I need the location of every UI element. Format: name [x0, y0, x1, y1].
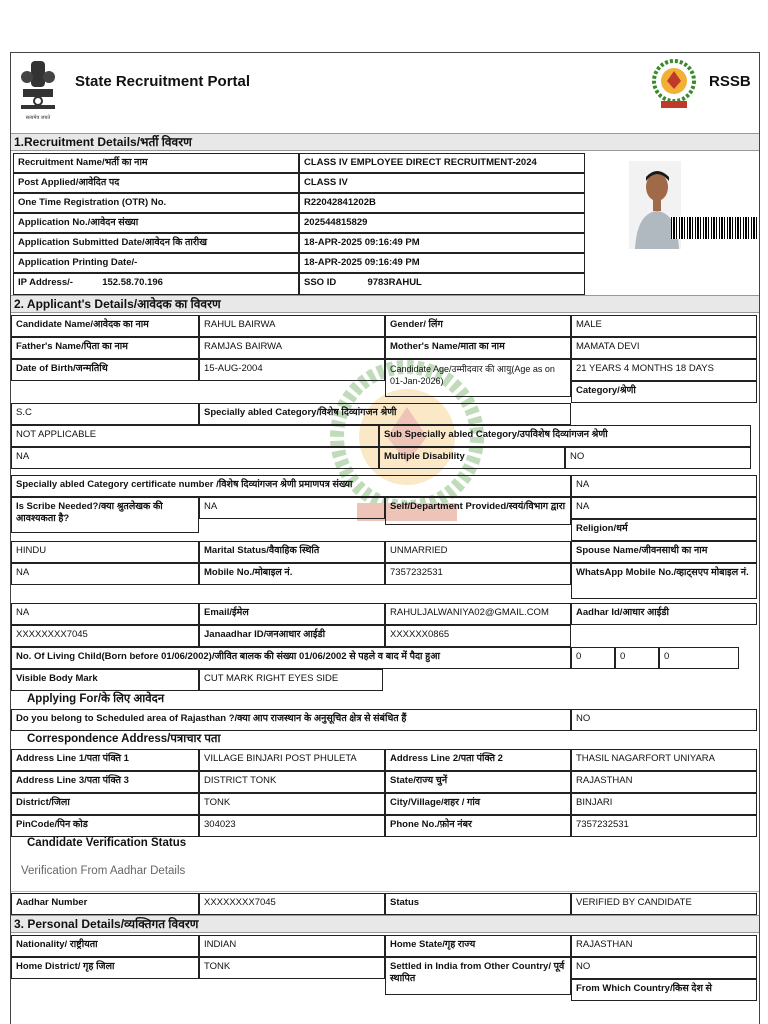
post-applied-value: CLASS IV	[299, 173, 585, 193]
age-label: Candidate Age/उम्मीदवार की आयु(Age as on 01-Jan-2026)	[385, 359, 571, 397]
specially-abled-value: NOT APPLICABLE	[11, 425, 379, 447]
category-label: Category/श्रेणी	[571, 381, 757, 403]
sso-row	[299, 273, 585, 295]
email-value: RAHULJALWANIYA02@GMAIL.COM	[385, 603, 571, 625]
candidate-name-value: RAHUL BAIRWA	[199, 315, 385, 337]
printing-date-label: Application Printing Date/-	[13, 253, 299, 273]
home-district-value: TONK	[199, 957, 385, 979]
home-state-label: Home State/गृह राज्य	[385, 935, 571, 957]
scribe-label: Is Scribe Needed?/क्या श्रुतलेखक की आवश्यकता है?	[11, 497, 199, 533]
ip-address-row	[13, 273, 299, 295]
address-line2-value: THASIL NAGARFORT UNIYARA	[571, 749, 757, 771]
ip-address-label: IP Address/-	[18, 277, 73, 288]
from-country-label: From Which Country/किस देश से	[571, 979, 757, 1001]
section-recruitment-header: 1.Recruitment Details/भर्ती विवरण	[11, 133, 759, 151]
header	[11, 53, 759, 133]
otr-label: One Time Registration (OTR) No.	[13, 193, 299, 213]
scribe-value: NA	[199, 497, 385, 519]
pincode-value: 304023	[199, 815, 385, 837]
barcode	[671, 217, 757, 239]
living-child-label: No. Of Living Child(Born before 01/06/2002)/जीवित बालक की संख्या 01/06/2002 से पहले व बाद में पैदा हुआ	[11, 647, 571, 669]
address-line3-value: DISTRICT TONK	[199, 771, 385, 793]
body-mark-value: CUT MARK RIGHT EYES SIDE	[199, 669, 383, 691]
whatsapp-label: WhatsApp Mobile No./व्हाट्सएप मोबाइल नं.	[571, 563, 757, 599]
self-department-label: Self/Department Provided/स्वयं/विभाग द्वारा	[385, 497, 571, 525]
mother-name-label: Mother's Name/माता का नाम	[385, 337, 571, 359]
whatsapp-value: NA	[11, 603, 199, 625]
city-value: BINJARI	[571, 793, 757, 815]
candidate-name-label: Candidate Name/आवेदक का नाम	[11, 315, 199, 337]
sa-certificate-value: NA	[571, 475, 757, 497]
address-line1-label: Address Line 1/पता पंक्ति 1	[11, 749, 199, 771]
page-title: State Recruitment Portal	[75, 73, 251, 90]
marital-status-value: UNMARRIED	[385, 541, 571, 563]
recruitment-name-value: CLASS IV EMPLOYEE DIRECT RECRUITMENT-2024	[299, 153, 585, 173]
verification-header: Candidate Verification Status	[27, 837, 187, 849]
settled-value: NO	[571, 957, 757, 979]
address-line3-label: Address Line 3/पता पंक्ति 3	[11, 771, 199, 793]
sub-specially-abled-label: Sub Specially abled Category/उपविशेष दिव्यांगजन श्रेणी	[379, 425, 751, 447]
rssb-logo-icon	[651, 59, 697, 111]
home-state-value: RAJASTHAN	[571, 935, 757, 957]
divider	[11, 891, 759, 892]
district-label: District/जिला	[11, 793, 199, 815]
phone-label: Phone No./फ़ोन नंबर	[385, 815, 571, 837]
address-line1-value: VILLAGE BINJARI POST PHULETA	[199, 749, 385, 771]
janaadhar-value: XXXXXX0865	[385, 625, 571, 647]
dob-value: 15-AUG-2004	[199, 359, 385, 381]
living-child-value-3: 0	[659, 647, 739, 669]
city-label: City/Village/शहर / गांव	[385, 793, 571, 815]
ip-address-value: 152.58.70.196	[102, 277, 163, 288]
application-no-value: 202544815829	[299, 213, 585, 233]
nationality-label: Nationality/ राष्ट्रीयता	[11, 935, 199, 957]
multiple-disability-label: Multiple Disability	[379, 447, 565, 469]
gender-label: Gender/ लिंग	[385, 315, 571, 337]
living-child-value-2: 0	[615, 647, 659, 669]
body-mark-label: Visible Body Mark	[11, 669, 199, 691]
father-name-value: RAMJAS BAIRWA	[199, 337, 385, 359]
specially-abled-label: Specially abled Category/विशेष दिव्यांगजन श्रेणी	[199, 403, 571, 425]
father-name-label: Father's Name/पिता का नाम	[11, 337, 199, 359]
nationality-value: INDIAN	[199, 935, 385, 957]
state-value: RAJASTHAN	[571, 771, 757, 793]
pincode-label: PinCode/पिन कोड	[11, 815, 199, 837]
mother-name-value: MAMATA DEVI	[571, 337, 757, 359]
application-no-label: Application No./आवेदन संख्या	[13, 213, 299, 233]
aadhar-id-label: Aadhar Id/आधार आईडी	[571, 603, 757, 625]
otr-value: R22042841202B	[299, 193, 585, 213]
age-value: 21 YEARS 4 MONTHS 18 DAYS	[571, 359, 757, 381]
dob-label: Date of Birth/जन्मतिथि	[11, 359, 199, 381]
printing-date-value: 18-APR-2025 09:16:49 PM	[299, 253, 585, 273]
correspondence-address-header: Correspondence Address/पत्राचार पता	[27, 733, 221, 745]
aadhar-number-label: Aadhar Number	[11, 893, 199, 915]
recruitment-name-label: Recruitment Name/भर्ती का नाम	[13, 153, 299, 173]
marital-status-label: Marital Status/वैवाहिक स्थिति	[199, 541, 385, 563]
category-value: S.C	[11, 403, 199, 425]
submitted-date-value: 18-APR-2025 09:16:49 PM	[299, 233, 585, 253]
address-line2-label: Address Line 2/पता पंक्ति 2	[385, 749, 571, 771]
aadhar-id-value: XXXXXXXX7045	[11, 625, 199, 647]
scheduled-area-value: NO	[571, 709, 757, 731]
org-name: RSSB	[709, 73, 751, 90]
post-applied-label: Post Applied/आवेदित पद	[13, 173, 299, 193]
verification-status-label: Status	[385, 893, 571, 915]
email-label: Email/ईमेल	[199, 603, 385, 625]
phone-value: 7357232531	[571, 815, 757, 837]
spouse-name-value: NA	[11, 563, 199, 585]
emblem-motto: सत्यमेव जयते	[25, 115, 51, 121]
verification-subtitle: Verification From Aadhar Details	[21, 865, 186, 877]
living-child-value-1: 0	[571, 647, 615, 669]
applying-for-header: Applying For/के लिए आवेदन	[27, 693, 165, 705]
application-form	[10, 52, 760, 1024]
district-value: TONK	[199, 793, 385, 815]
mobile-label: Mobile No./मोबाइल नं.	[199, 563, 385, 585]
sso-value: 9783RAHUL	[367, 277, 422, 288]
section-applicant-header: 2. Applicant's Details/आवेदक का विवरण	[11, 295, 759, 313]
religion-label: Religion/धर्म	[571, 519, 757, 541]
sa-certificate-label: Specially abled Category certificate number /विशेष दिव्यांगजन श्रेणी प्रमाणपत्र संख्या	[11, 475, 571, 497]
verification-status-value: VERIFIED BY CANDIDATE	[571, 893, 757, 915]
section-personal-header: 3. Personal Details/व्यक्तिगत विवरण	[11, 915, 759, 933]
religion-value: HINDU	[11, 541, 199, 563]
janaadhar-label: Janaadhar ID/जनआधार आईडी	[199, 625, 385, 647]
national-emblem-icon	[17, 57, 59, 123]
self-department-value: NA	[571, 497, 757, 519]
scheduled-area-label: Do you belong to Scheduled area of Rajasthan ?/क्या आप राजस्थान के अनुसूचित क्षेत्र से संबंधित हैं	[11, 709, 571, 731]
gender-value: MALE	[571, 315, 757, 337]
sso-label: SSO ID	[304, 277, 337, 288]
home-district-label: Home District/ गृह जिला	[11, 957, 199, 979]
spouse-name-label: Spouse Name/जीवनसाथी का नाम	[571, 541, 757, 563]
settled-label: Settled in India from Other Country/ पूर्व स्थापित	[385, 957, 571, 995]
multiple-disability-value: NO	[565, 447, 751, 469]
sub-specially-abled-value: NA	[11, 447, 379, 469]
mobile-value: 7357232531	[385, 563, 571, 585]
aadhar-number-value: XXXXXXXX7045	[199, 893, 385, 915]
submitted-date-label: Application Submitted Date/आवेदन कि तारीख	[13, 233, 299, 253]
state-label: State/राज्य चुनें	[385, 771, 571, 793]
